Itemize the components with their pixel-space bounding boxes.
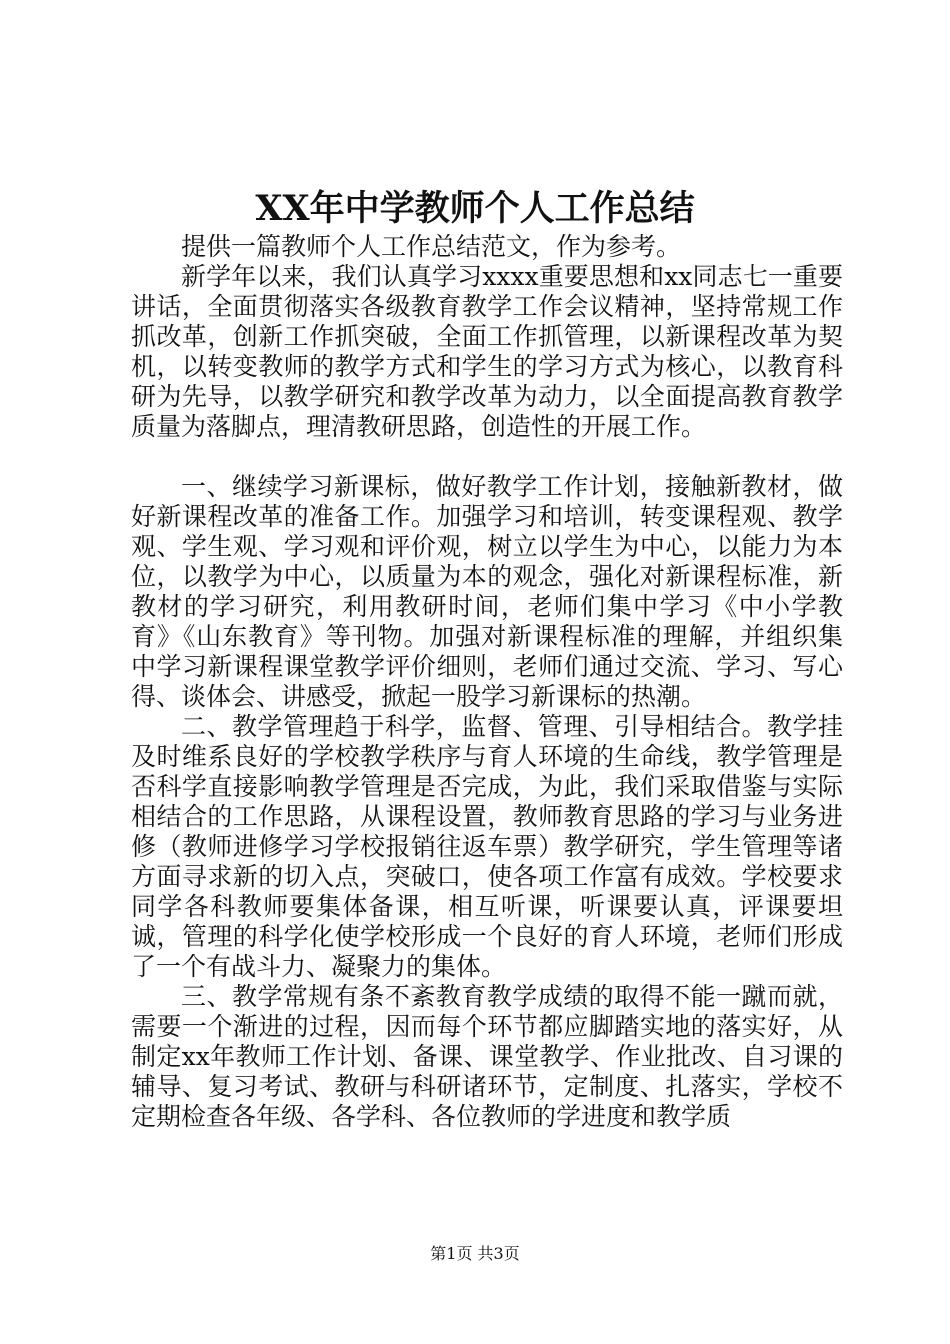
page-footer: 第1页 共3页: [430, 1244, 520, 1263]
section-two-paragraph: 二、教学管理趋于科学，监督、管理、引导相结合。教学挂及时维系良好的学校教学秩序与育人环境的生命线，教学管理是否科学直接影响教学管理是否完成，为此，我们采取借鉴与实际相结合的工作思路，从课程设置，教师教育思路的学习与业务进修（教师进修学习学校报销往返车票）教学研究，学生管理等诸方面寻求新的切入点，突破口，使各项工作富有成效。学校要求同学各科教师要集体备课，相互听课，听课要认真，评课要坦诚，管理的科学化使学校形成一个良好的育人环境，老师们形成了一个有战斗力、凝聚力的集体。: [131, 712, 843, 981]
overview-paragraph: 新学年以来，我们认真学习xxxx重要思想和xx同志七一重要讲话，全面贯彻落实各级教育教学工作会议精神，坚持常规工作抓改革，创新工作抓突破，全面工作抓管理，以新课程改革为契机，以转变教师的教学方式和学生的学习方式为核心，以教育科研为先导，以教学研究和教学改革为动力，以全面提高教育教学质量为落脚点，理清教研思路，创造性的开展工作。: [131, 262, 843, 441]
document-body: [131, 232, 843, 1132]
document-title: XX年中学教师个人工作总结: [255, 188, 695, 229]
intro-paragraph: 提供一篇教师个人工作总结范文，作为参考。: [181, 232, 682, 261]
section-one-paragraph: 一、继续学习新课标，做好教学工作计划，接触新教材，做好新课程改革的准备工作。加强学习和培训，转变课程观、教学观、学生观、学习观和评价观，树立以学生为中心，以能力为本位，以教学为中心，以质量为本的观念，强化对新课程标准，新教材的学习研究，利用教研时间，老师们集中学习《中小学教育》《山东教育》等刊物。加强对新课程标准的理解，并组织集中学习新课程课堂教学评价细则，老师们通过交流、学习、写心得、谈体会、讲感受，掀起一股学习新课标的热潮。: [131, 472, 843, 711]
section-three-paragraph: 三、教学常规有条不紊教育教学成绩的取得不能一蹴而就，需要一个渐进的过程，因而每个环节都应脚踏实地的落实好，从制定xx年教师工作计划、备课、课堂教学、作业批改、自习课的辅导、复习考试、教研与科研诸环节，定制度、扎落实，学校不定期检查各年级、各学科、各位教师的学进度和教学质: [131, 982, 843, 1131]
